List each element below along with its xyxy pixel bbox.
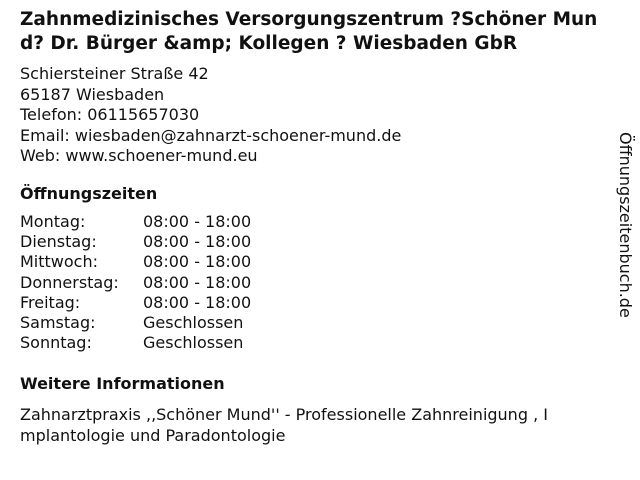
hours-row-friday xyxy=(20,293,251,313)
more-info-heading: Weitere Informationen xyxy=(20,374,225,393)
phone-number: Telefon: 06115657030 xyxy=(20,105,200,124)
website: Web: www.schoener-mund.eu xyxy=(20,146,258,165)
day-hours: 08:00 - 18:00 xyxy=(143,272,252,292)
opening-hours-heading: Öffnungszeiten xyxy=(20,184,158,203)
email-address: Email: wiesbaden@zahnarzt-schoener-mund.de xyxy=(20,125,402,145)
day-label: Freitag: xyxy=(20,292,81,312)
hours-row-saturday xyxy=(20,313,251,333)
day-hours: 08:00 - 18:00 xyxy=(143,292,252,312)
day-hours: Geschlossen xyxy=(143,333,244,353)
hours-row-monday xyxy=(20,212,251,232)
day-label: Donnerstag: xyxy=(20,272,119,292)
day-label: Mittwoch: xyxy=(20,252,98,272)
postal-city: 65187 Wiesbaden xyxy=(20,84,165,104)
day-hours: 08:00 - 18:00 xyxy=(143,212,252,231)
day-label: Dienstag: xyxy=(20,232,97,252)
street-address: Schiersteiner Straße 42 xyxy=(20,64,209,83)
opening-hours-table xyxy=(20,212,251,353)
side-brand-watermark: Öffnungszeitenbuch.de xyxy=(616,132,635,318)
hours-row-sunday xyxy=(20,333,251,353)
practice-title: Zahnmedizinisches Versorgungszentrum ?Schöner Mund? Dr. Bürger &amp; Kollegen ? Wiesbaden GbR xyxy=(20,9,598,54)
day-label: Montag: xyxy=(20,212,86,231)
day-hours: Geschlossen xyxy=(143,312,244,332)
hours-row-tuesday xyxy=(20,232,251,252)
day-label: Samstag: xyxy=(20,312,96,332)
address-block xyxy=(20,64,401,167)
hours-row-thursday xyxy=(20,273,251,293)
day-hours: 08:00 - 18:00 xyxy=(143,252,252,272)
more-info-text: Zahnarztpraxis ,,Schöner Mund'' - Professionelle Zahnreinigung , Implantologie und Paradontologie xyxy=(20,405,548,445)
day-hours: 08:00 - 18:00 xyxy=(143,232,252,252)
day-label: Sonntag: xyxy=(20,333,92,353)
hours-row-wednesday xyxy=(20,252,251,272)
